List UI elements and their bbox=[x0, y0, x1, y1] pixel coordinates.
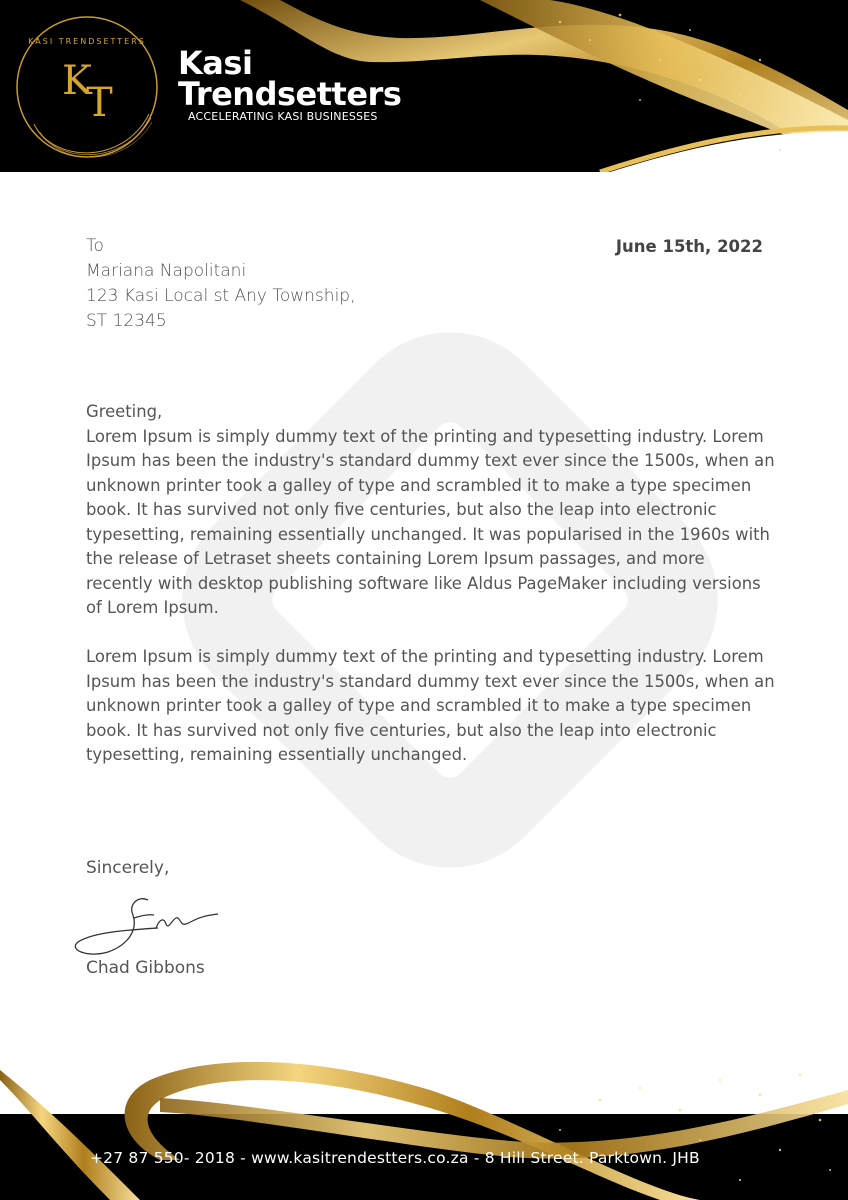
signer-name: Chad Gibbons bbox=[86, 958, 205, 978]
handwritten-signature bbox=[68, 890, 238, 965]
brand-name-line1: Kasi bbox=[178, 44, 253, 82]
brand-block bbox=[178, 44, 402, 124]
brand-tagline: ACCELERATING KASI BUSINESSES bbox=[188, 110, 378, 123]
letter-date: June 15th, 2022 bbox=[615, 237, 763, 256]
svg-text:T: T bbox=[86, 80, 113, 126]
svg-text:K: K bbox=[62, 58, 92, 104]
logo-ring-text: KASI TRENDSETTERS bbox=[28, 37, 146, 46]
body-paragraph-1: Lorem Ipsum is simply dummy text of the printing and typesetting industry. Lorem Ipsum has been the industry's standard dummy text ever since the 1500s, when an unknown printer took a galley of type and scrambled it to make a type specimen book. It has survived not only five centuries, but also the leap into electronic typesetting, remaining essentially unchanged. It was popularised in the 1960s with the release of Letraset sheets containing Lorem Ipsum passages, and more recently with desktop publishing software like Aldus PageMaker including versions of Lorem Ipsum. bbox=[86, 426, 775, 617]
footer-contact-line: +27 87 550- 2018 - www.kasitrendestters.co.za - 8 Hill Street. Parktown. JHB bbox=[90, 1149, 700, 1167]
recipient-block bbox=[86, 234, 356, 334]
recipient-address-line1: 123 Kasi Local st Any Township, bbox=[86, 286, 356, 306]
greeting: Greeting, bbox=[86, 402, 163, 421]
letterhead-header bbox=[0, 0, 848, 172]
recipient-name: Mariana Napolitani bbox=[86, 261, 247, 281]
letterhead-footer bbox=[0, 1040, 848, 1200]
gold-swoosh-decoration-footer bbox=[0, 1040, 848, 1200]
company-logo bbox=[14, 14, 160, 160]
body-paragraph-2: Lorem Ipsum is simply dummy text of the printing and typesetting industry. Lorem Ipsum has been the industry's standard dummy text ever since the 1500s, when an unknown printer took a galley of type and scrambled it to make a type specimen book. It has survived not only five centuries, but also the leap into electronic typesetting, remaining essentially unchanged. bbox=[86, 647, 775, 764]
closing: Sincerely, bbox=[86, 858, 170, 878]
letter-body bbox=[86, 400, 776, 792]
to-label: To bbox=[86, 236, 104, 256]
brand-name-line2: Trendsetters bbox=[178, 75, 402, 113]
recipient-address-line2: ST 12345 bbox=[86, 311, 167, 331]
